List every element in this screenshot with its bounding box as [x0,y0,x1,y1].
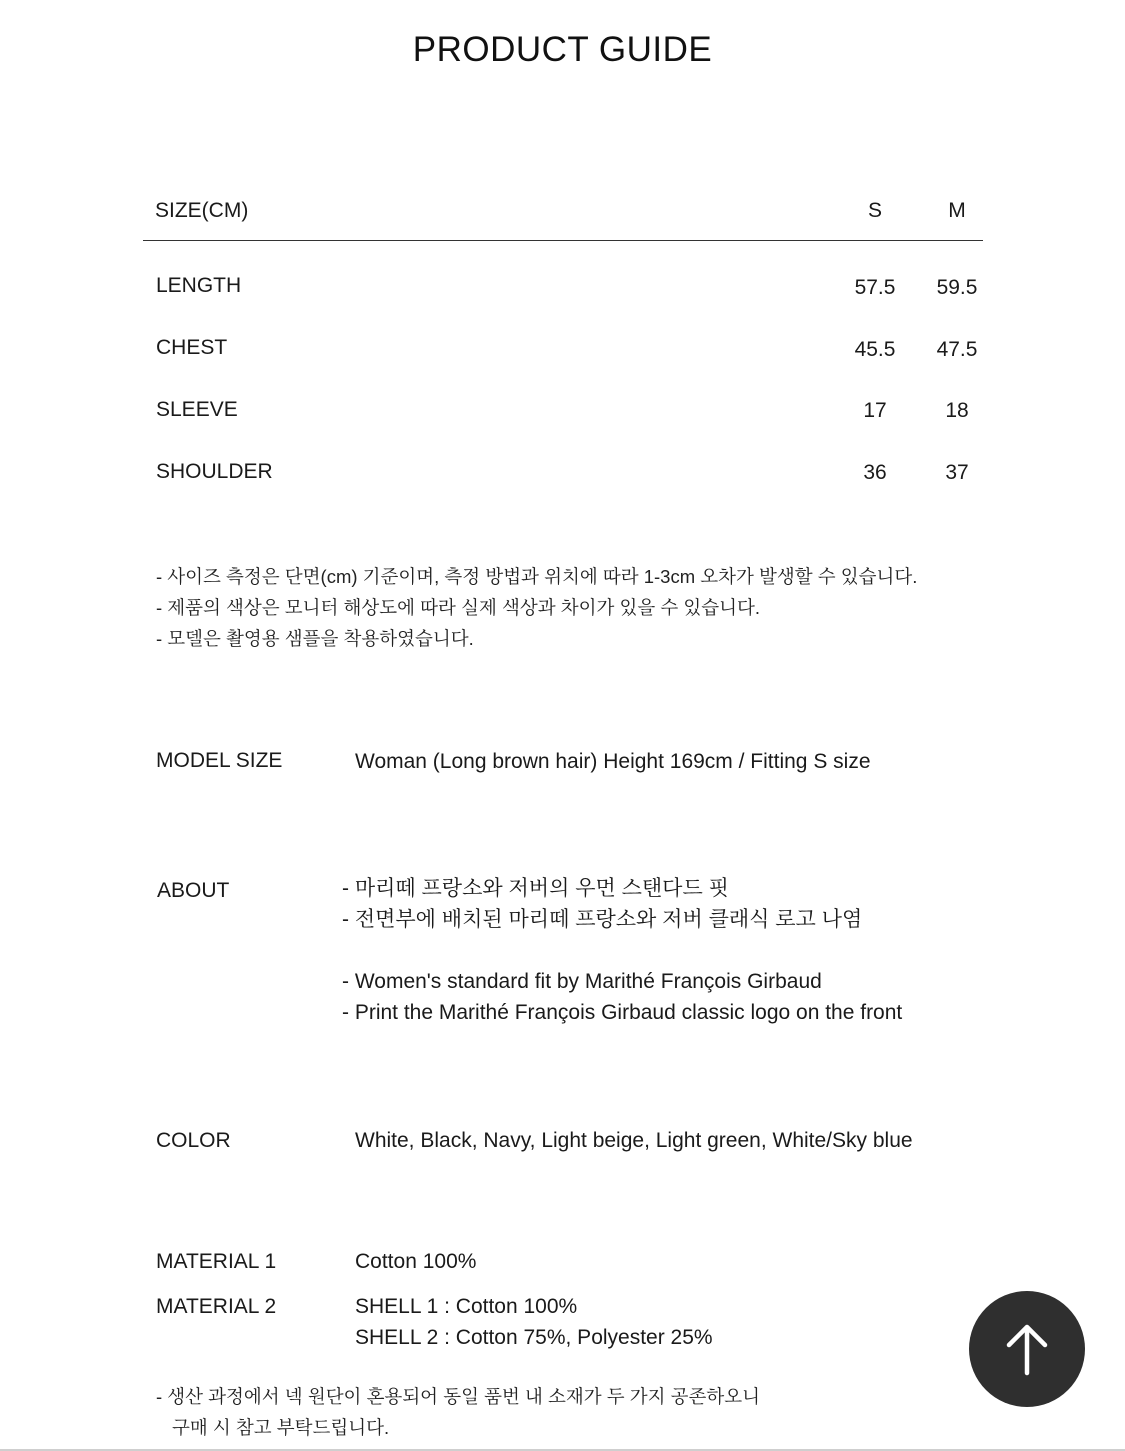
chest-s: 45.5 [854,338,896,361]
material1-label: MATERIAL 1 [156,1250,277,1273]
material2-label: MATERIAL 2 [156,1295,277,1318]
material1-value: Cotton 100% [355,1250,477,1273]
material-note-line: 구매 시 참고 부탁드립니다. [172,1417,390,1438]
model-size-label: MODEL SIZE [156,749,283,772]
material2-line: SHELL 1 : Cotton 100% [355,1295,578,1318]
length-s: 57.5 [854,276,896,299]
about-ko [342,873,862,935]
row-label-chest: CHEST [156,336,228,359]
size-column-m: M [948,199,966,222]
about-line: - Women's standard fit by Marithé François Girbaud [342,970,822,993]
size-note: - 모델은 촬영용 샘플을 착용하였습니다. [156,628,474,649]
model-size-value: Woman (Long brown hair) Height 169cm / Fitting S size [355,750,871,773]
about-en [342,966,902,1028]
size-note: - 제품의 색상은 모니터 해상도에 따라 실제 색상과 차이가 있을 수 있습니다. [156,597,760,618]
sleeve-s: 17 [863,399,887,422]
size-column-s: S [867,199,882,222]
material-note-line: - 생산 과정에서 넥 원단이 혼용되어 동일 품번 내 소재가 두 가지 공존하오니 [156,1386,760,1407]
row-label-shoulder: SHOULDER [156,460,273,483]
page-title: PRODUCT GUIDE [412,30,713,69]
color-value: White, Black, Navy, Light beige, Light green, White/Sky blue [355,1129,913,1152]
size-note: - 사이즈 측정은 단면(cm) 기준이며, 측정 방법과 위치에 따라 1-3cm 오차가 발생할 수 있습니다. [156,566,918,587]
material-note [156,1381,760,1443]
scroll-to-top-button[interactable] [969,1291,1085,1407]
material2-value [355,1291,713,1353]
about-line: - Print the Marithé François Girbaud classic logo on the front [342,1001,903,1024]
size-notes [156,561,917,654]
about-label: ABOUT [157,879,230,902]
shoulder-s: 36 [863,461,887,484]
chest-m: 47.5 [936,338,978,361]
row-label-length: LENGTH [156,274,242,297]
shoulder-m: 37 [945,461,969,484]
row-label-sleeve: SLEEVE [156,398,238,421]
color-label: COLOR [156,1129,231,1152]
table-divider [143,240,983,241]
about-line: - 마리떼 프랑소와 저버의 우먼 스탠다드 핏 [342,877,729,900]
material2-line: SHELL 2 : Cotton 75%, Polyester 25% [355,1326,713,1349]
arrow-up-icon [1003,1321,1051,1377]
sleeve-m: 18 [945,399,969,422]
about-line: - 전면부에 배치된 마리떼 프랑소와 저버 클래식 로고 나염 [342,908,863,931]
length-m: 59.5 [936,276,978,299]
size-table-header-label: SIZE(CM) [155,199,249,222]
